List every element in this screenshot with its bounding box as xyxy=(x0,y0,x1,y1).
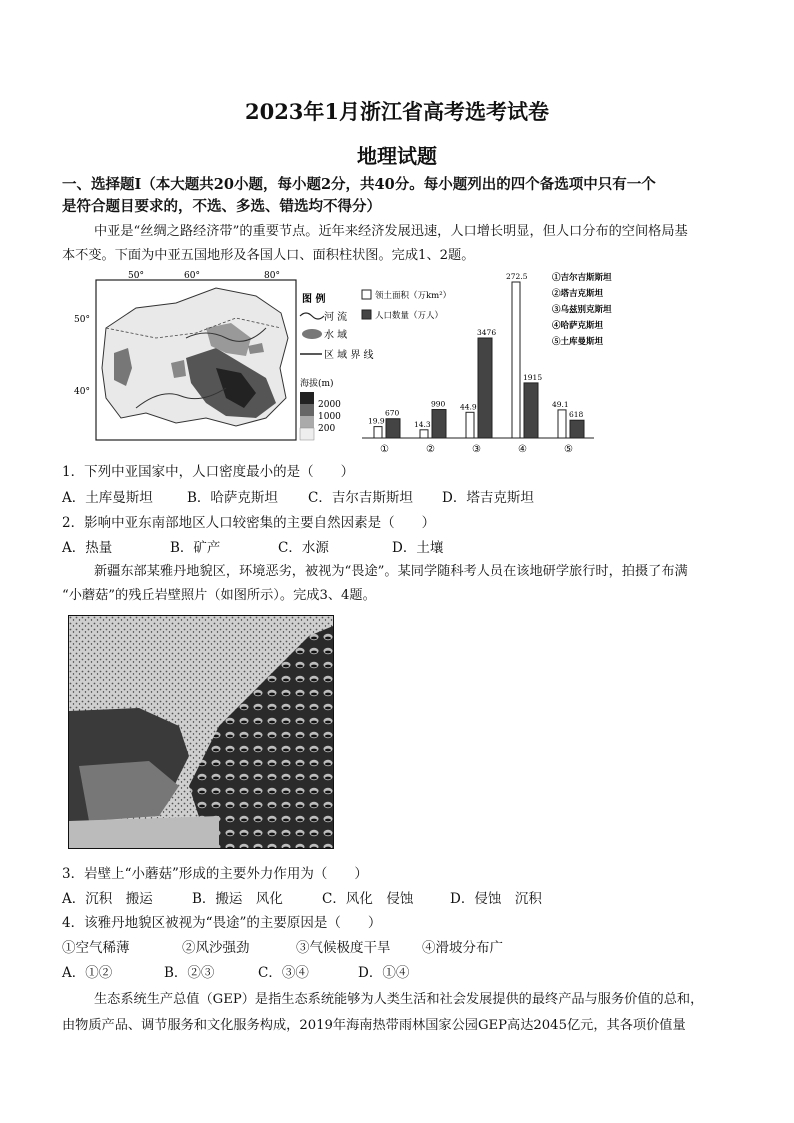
lat-label-50: 50° xyxy=(74,315,90,325)
pop-value-label-2: 990 xyxy=(431,399,446,409)
legend-pop-label: 人口数量（万人） xyxy=(375,311,444,321)
category-label-3: ③ xyxy=(472,444,481,455)
q2-option-c[interactable]: C．水源 xyxy=(278,540,329,556)
pop-bar-4 xyxy=(524,383,538,438)
q4-option-b[interactable]: B．②③ xyxy=(164,965,215,981)
country-key-3: ③乌兹别克斯坦 xyxy=(552,305,612,315)
q4-option-a[interactable]: A．①② xyxy=(62,965,113,981)
elev-label-200: 200 xyxy=(318,424,336,434)
pop-value-label-4: 1915 xyxy=(523,372,543,382)
country-key-4: ④哈萨克斯坦 xyxy=(552,321,604,331)
passage2-line1: 新疆东部某雅丹地貌区，环境恶劣，被视为“畏途”。某同学随科考人员在该地研学旅行时，拍摄了布满 xyxy=(94,564,688,579)
q2-stem: 2．影响中亚东南部地区人口较密集的主要自然因素是（ ） xyxy=(62,515,436,531)
legend-river-symbol xyxy=(300,313,324,319)
elevation-title: 海拔(m) xyxy=(300,379,334,389)
category-label-5: ⑤ xyxy=(564,444,573,455)
legend-boundary-label: 区 域 界 线 xyxy=(324,350,374,361)
area-value-label-1: 19.9 xyxy=(368,416,385,426)
country-key-1: ①吉尔吉斯斯坦 xyxy=(552,273,612,283)
q4-statement-1: ①空气稀薄 xyxy=(62,940,130,956)
q1-option-a[interactable]: A．土库曼斯坦 xyxy=(62,490,153,506)
country-key-5: ⑤土库曼斯坦 xyxy=(552,337,604,347)
pop-value-label-1: 670 xyxy=(385,408,400,418)
q3-options xyxy=(62,887,722,907)
area-bar-5 xyxy=(558,410,566,438)
passage3-line2: 由物质产品、调节服务和文化服务构成，2019年海南热带雨林国家公园GEP高达2045亿元，其各项价值量 xyxy=(62,1018,686,1033)
q4-statement-3: ③气候极度干旱 xyxy=(296,940,391,956)
category-label-1: ① xyxy=(380,444,389,455)
area-bar-4 xyxy=(512,282,520,438)
q1-option-b[interactable]: B．哈萨克斯坦 xyxy=(187,490,278,506)
lon-label-60: 60° xyxy=(184,271,200,281)
q4-option-c[interactable]: C．③④ xyxy=(258,965,309,981)
central-asia-map-figure xyxy=(66,268,374,454)
q3-option-d[interactable]: D．侵蚀 沉积 xyxy=(450,891,542,907)
ground-sand xyxy=(69,816,219,848)
area-bar-1 xyxy=(374,427,382,438)
passage3-line1: 生态系统生产总值（GEP）是指生态系统能够为人类生活和社会发展提供的最终产品与服务价值的总和， xyxy=(94,992,704,1007)
q1-option-c[interactable]: C．吉尔吉斯斯坦 xyxy=(308,490,413,506)
passage1-line1: 中亚是“丝绸之路经济带”的重要节点。近年来经济发展迅速，人口增长明显，但人口分布的空间格局基 xyxy=(94,224,688,239)
area-value-label-2: 14.3 xyxy=(414,419,431,429)
population-area-chart xyxy=(356,268,626,458)
pop-bar-5 xyxy=(570,420,584,438)
lat-label-40: 40° xyxy=(74,387,90,397)
category-label-2: ② xyxy=(426,444,435,455)
section-header-line2: 是符合题目要求的，不选、多选、错选均不得分） xyxy=(62,198,381,215)
q3-option-b[interactable]: B．搬运 风化 xyxy=(192,891,283,907)
pop-value-label-3: 3476 xyxy=(477,328,497,337)
elev-swatch-high xyxy=(300,392,314,404)
elev-swatch-mid xyxy=(300,404,314,416)
elev-label-2000: 2000 xyxy=(318,400,341,410)
exam-title: 2023年1月浙江省高考选考试卷 xyxy=(244,99,550,124)
q2-options xyxy=(62,536,722,556)
lon-label-80: 80° xyxy=(264,271,280,281)
area-bar-3 xyxy=(466,412,474,438)
passage2-line2: “小蘑菇”的残丘岩壁照片（如图所示）。完成3、4题。 xyxy=(62,588,376,603)
area-value-label-4: 272.5 xyxy=(506,272,528,281)
q4-option-d[interactable]: D．①④ xyxy=(358,965,410,981)
q3-option-c[interactable]: C．风化 侵蚀 xyxy=(322,891,414,907)
exam-subtitle: 地理试题 xyxy=(357,144,437,168)
section-header-line1: 一、选择题Ⅰ（本大题共20小题，每小题2分，共40分。每小题列出的四个备选项中只有一个 xyxy=(62,176,656,193)
legend-title: 图 例 xyxy=(302,294,326,305)
q1-stem: 1．下列中亚国家中，人口密度最小的是（ ） xyxy=(62,464,355,480)
yardang-photo xyxy=(68,615,334,849)
lon-label-50: 50° xyxy=(128,271,144,281)
legend-river-label: 河 流 xyxy=(324,312,348,323)
q4-options xyxy=(62,961,722,981)
q2-option-d[interactable]: D．土壤 xyxy=(392,540,444,556)
country-key-2: ②塔吉克斯坦 xyxy=(552,289,604,299)
area-bar-2 xyxy=(420,430,428,438)
legend-area-swatch xyxy=(362,290,371,299)
legend-area-label: 领土面积（万km²） xyxy=(375,291,452,301)
central-asia-map xyxy=(66,268,374,454)
q4-statement-4: ④滑坡分布广 xyxy=(422,940,503,956)
legend-pop-swatch xyxy=(362,310,371,319)
yardang-photo-illustration xyxy=(69,616,333,848)
pop-bar-2 xyxy=(432,410,446,438)
q4-stem: 4．该雅丹地貌区被视为“畏途”的主要原因是（ ） xyxy=(62,915,382,931)
q3-option-a[interactable]: A．沉积 搬运 xyxy=(62,891,153,907)
category-label-4: ④ xyxy=(518,444,527,455)
pop-bar-3 xyxy=(478,338,492,438)
passage1-line2: 本不变。下面为中亚五国地形及各国人口、面积柱状图。完成1、2题。 xyxy=(62,248,475,263)
bar-chart-svg xyxy=(356,268,626,458)
elev-swatch-low xyxy=(300,416,314,428)
area-value-label-5: 49.1 xyxy=(552,399,569,409)
q1-option-d[interactable]: D．塔吉克斯坦 xyxy=(442,490,534,506)
legend-water-symbol xyxy=(302,329,322,339)
q2-option-a[interactable]: A．热量 xyxy=(62,540,113,556)
area-value-label-3: 44.9 xyxy=(460,402,477,412)
elev-swatch-lowest xyxy=(300,428,314,440)
elev-label-1000: 1000 xyxy=(318,412,341,422)
q1-options xyxy=(62,486,722,506)
pop-value-label-5: 618 xyxy=(569,410,584,420)
q2-option-b[interactable]: B．矿产 xyxy=(170,540,221,556)
legend-water-label: 水 域 xyxy=(324,330,348,341)
pop-bar-1 xyxy=(386,419,400,438)
q3-stem: 3．岩壁上“小蘑菇”形成的主要外力作用为（ ） xyxy=(62,866,368,882)
q4-statements xyxy=(62,936,722,956)
q4-statement-2: ②风沙强劲 xyxy=(182,940,250,956)
